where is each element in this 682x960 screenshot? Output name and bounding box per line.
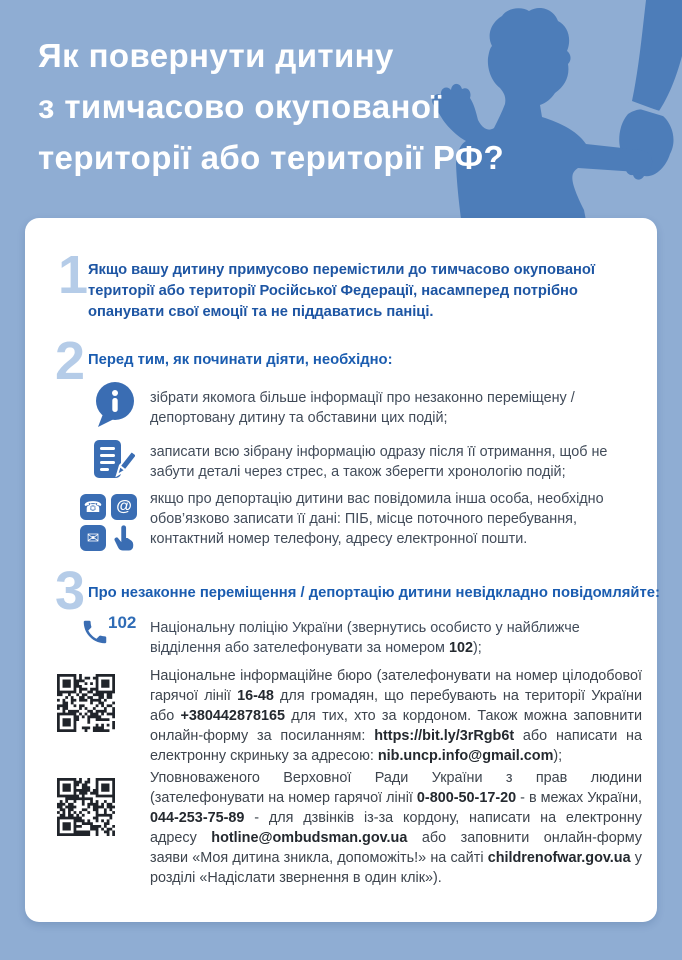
step-2-number: 2 xyxy=(55,331,86,391)
at-sign-icon: @ xyxy=(111,494,137,520)
notes-pencil-icon xyxy=(89,437,135,483)
phone-icon: ☎ xyxy=(80,494,106,520)
contact-channels-icons xyxy=(80,494,137,551)
phone-handset-102-icon xyxy=(80,617,110,647)
poster-title-line-1: Як повернути дитину xyxy=(38,37,394,74)
step-3-nib-text: Національне інформаційне бюро (зателефонувати на номер цілодобової гарячої лінії 16-48 для громадян, що перебувають на території України або +380442878165 для тих, хто за кордоном. Також можна заповнити онлайн-форму за посиланням: https://bit.ly/3rRgb6t або написати на електронну скриньку за адресою: nib.uncp.info@gmail.com); xyxy=(150,668,642,764)
qr-code-ombudsman xyxy=(57,778,115,836)
poster-title-line-2: з тимчасово окупованої xyxy=(38,88,442,125)
step-1-text: Якщо вашу дитину примусово перемістили до тимчасово окупованої території або території Російської Федерації, насамперед потрібно опанувати свої емоції та не піддаватись паніці. xyxy=(88,262,595,320)
hand-pointer-icon xyxy=(111,525,137,551)
step-3-police-text: Національну поліцію України (звернутись особисто у найближче відділення або зателефонувати за номером 102); xyxy=(150,620,580,656)
poster-title-line-3: території або території РФ? xyxy=(38,139,505,176)
step-2-bullet-1-text: зібрати якомога більше інформації про незаконно переміщену / депортовану дитину та обставини цих подій; xyxy=(150,390,575,426)
emergency-number-badge: 102 xyxy=(108,613,137,632)
info-bubble-icon xyxy=(93,380,137,428)
info-card xyxy=(25,218,660,922)
step-2-bullet-3-text: якщо про депортацію дитини вас повідомила інша особа, необхідно обов’язково записати її дані: ПІБ, місце поточного перебування, контактний номер телефону, адресу електронної пошти. xyxy=(150,491,604,547)
envelope-icon: ✉ xyxy=(80,525,106,551)
step-2-heading: Перед тим, як починати діяти, необхідно: xyxy=(88,352,393,368)
poster-title xyxy=(38,30,504,183)
step-2-bullet-2-text: записати всю зібрану інформацію одразу після її отримання, щоб не забути деталі через стрес, а також зберегти хронологію подій; xyxy=(150,444,608,480)
step-1-number: 1 xyxy=(58,245,89,305)
step-3-heading: Про незаконне переміщення / депортацію дитини невідкладно повідомляйте: xyxy=(88,585,660,601)
step-3-number: 3 xyxy=(55,561,86,621)
step-3-ombudsman-text: Уповноваженого Верховної Ради України з прав людини (зателефонувати на номер гарячої лінії 0-800-50-17-20 - в межах України, 044-253-75-89 - для дзвінків із-за кордону, написати на електронну адресу hotline@ombudsman.gov.ua або заповнити онлайн-форму заяви «Моя дитина зникла, допоможіть!» на сайті childrenofwar.gov.ua у розділі «Надіслати звернення в один клік»). xyxy=(150,770,642,886)
qr-code-nib xyxy=(57,674,115,732)
